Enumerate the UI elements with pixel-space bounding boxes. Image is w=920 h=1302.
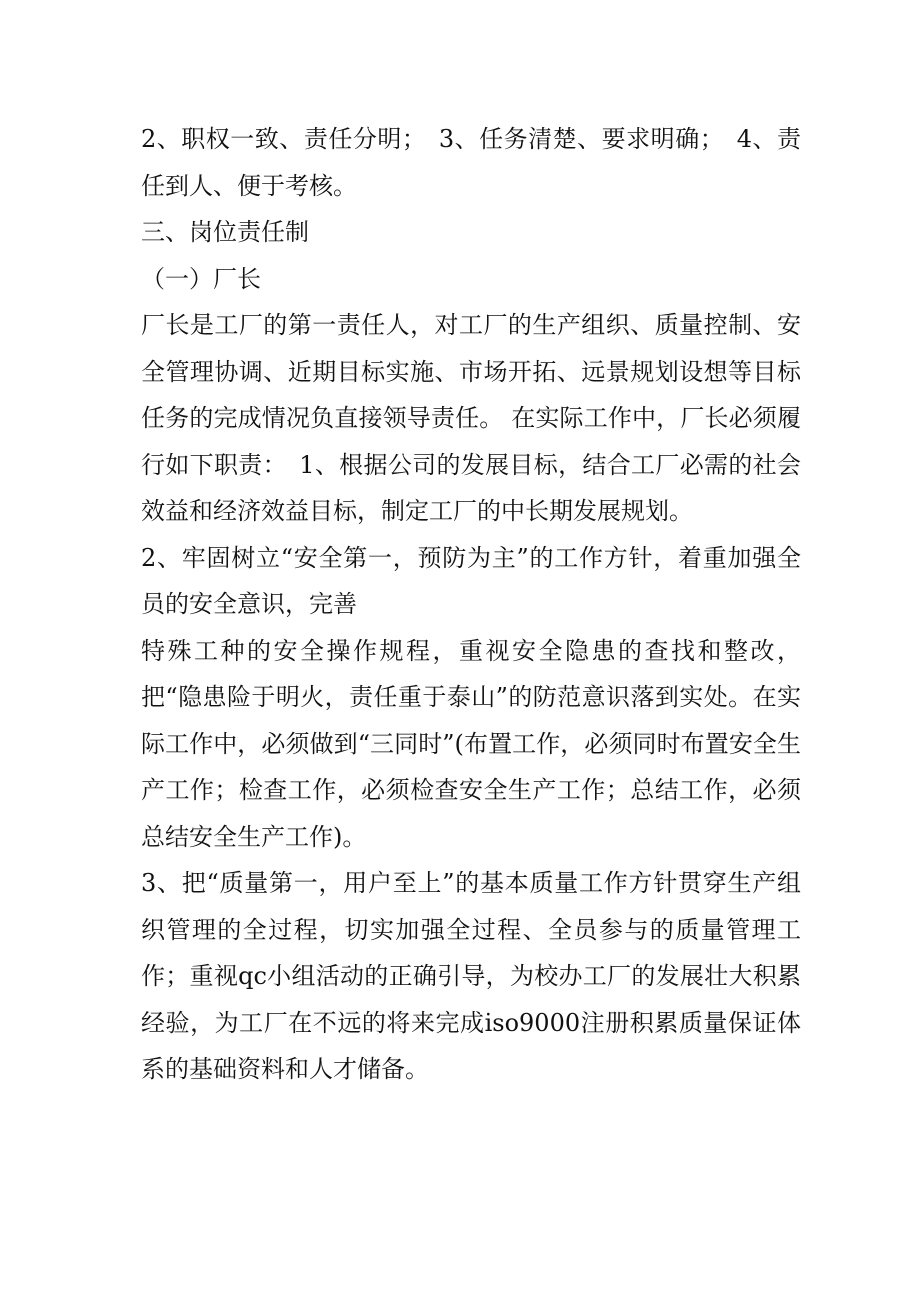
- document-body: [141, 116, 801, 1093]
- subsection-heading: （一）厂长: [141, 264, 261, 293]
- paragraph-safety-rules: 特殊工种的安全操作规程，重视安全隐患的查找和整改，把“隐患险于明火，责任重于泰山”的防范意识落到实处。在实际工作中，必须做到“三同时”(布置工作，必须同时布置安全生产工作；检查工作，必须检查安全生产工作；总结工作，必须总结安全生产工作)。: [141, 636, 801, 851]
- section-heading: 三、岗位责任制: [141, 218, 309, 246]
- paragraph-director-duties: 厂长是工厂的第一责任人，对工厂的生产组织、质量控制、安全管理协调、近期目标实施、市场开拓、远景规划设想等目标任务的完成情况负直接领导责任。 在实际工作中，厂长必须履行如下职责： 1、根据公司的发展目标，结合工厂必需的社会效益和经济效益目标，制定工厂的中长期发展规划。: [141, 311, 801, 525]
- paragraph-safety-policy: 2、牢固树立“安全第一，预防为主”的工作方针，着重加强全员的安全意识，完善: [141, 543, 801, 618]
- paragraph-principles: 2、职权一致、责任分明； 3、任务清楚、要求明确； 4、责任到人、便于考核。: [141, 125, 801, 200]
- paragraph-quality-policy: 3、把“质量第一，用户至上”的基本质量工作方针贯穿生产组织管理的全过程，切实加强全过程、全员参与的质量管理工作；重视qc小组活动的正确引导，为校办工厂的发展壮大积累经验，为工厂在不远的将来完成iso9000注册积累质量保证体系的基础资料和人才储备。: [141, 869, 801, 1083]
